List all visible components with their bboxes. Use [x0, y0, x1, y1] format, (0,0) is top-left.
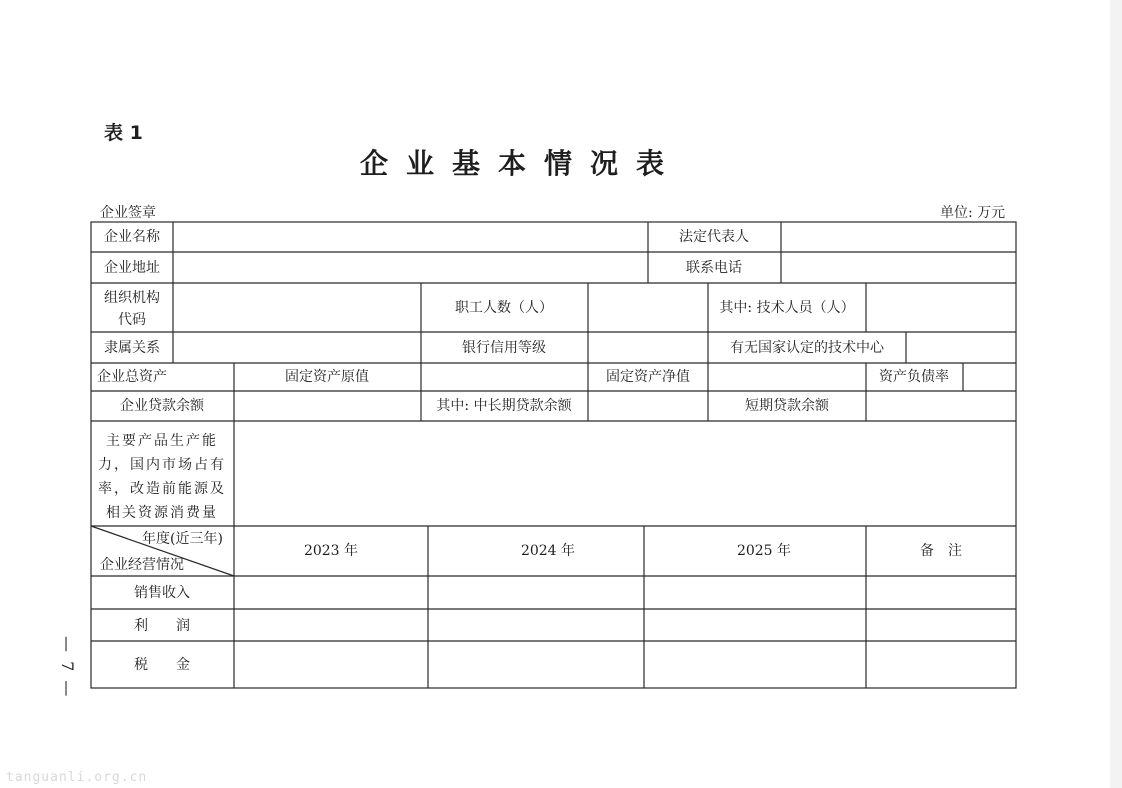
- profit-label: 利 润: [134, 618, 190, 634]
- total-assets-label: 企业总资产: [97, 369, 167, 385]
- year-2024-header: 2024 年: [520, 543, 576, 559]
- page-number: — 7 —: [58, 636, 77, 699]
- affiliation-label: 隶属关系: [104, 340, 160, 356]
- short-term-loan-label: 短期贷款余额: [745, 398, 829, 414]
- debt-ratio-label: 资产负债率: [879, 369, 949, 385]
- operations-header-label: 企业经营情况: [100, 557, 184, 573]
- sales-revenue-label: 销售收入: [134, 585, 190, 601]
- unit-label: 单位: 万元: [940, 205, 1006, 221]
- tech-staff-label: 其中: 技术人员（人）: [719, 300, 855, 316]
- tax-label: 税 金: [134, 657, 190, 673]
- fixed-assets-net-label: 固定资产净值: [606, 369, 690, 385]
- fixed-assets-original-label: 固定资产原值: [285, 369, 369, 385]
- watermark-text: tanguanli.org.cn: [6, 770, 148, 785]
- company-stamp-label: 企业签章: [100, 205, 156, 221]
- national-tech-center-label: 有无国家认定的技术中心: [730, 340, 884, 356]
- org-code-label-line1: 组织机构: [104, 290, 160, 306]
- year-2023-header: 2023 年: [303, 543, 359, 559]
- loan-balance-label: 企业贷款余额: [120, 398, 204, 414]
- year-header-label: 年度(近三年): [142, 531, 223, 547]
- org-code-label-line2: 代码: [118, 312, 146, 328]
- contact-phone-label: 联系电话: [686, 260, 742, 276]
- employees-label: 职工人数（人）: [455, 300, 553, 316]
- table-label: 表 1: [104, 122, 143, 144]
- long-term-loan-label: 其中: 中长期贷款余额: [436, 398, 572, 414]
- bank-credit-rating-label: 银行信用等级: [462, 340, 546, 356]
- document-title: 企业基本情况表: [360, 147, 683, 180]
- company-address-label: 企业地址: [104, 260, 160, 276]
- legal-representative-label: 法定代表人: [679, 229, 749, 245]
- products-label-line2: 力，国内市场占有: [98, 457, 226, 473]
- year-2025-header: 2025 年: [736, 543, 792, 559]
- company-name-label: 企业名称: [104, 229, 160, 245]
- products-label-line1: 主要产品生产能: [106, 433, 218, 449]
- products-label-line3: 率，改造前能源及: [98, 481, 226, 497]
- remarks-header: 备 注: [920, 543, 962, 559]
- products-label-line4: 相关资源消费量: [106, 505, 218, 521]
